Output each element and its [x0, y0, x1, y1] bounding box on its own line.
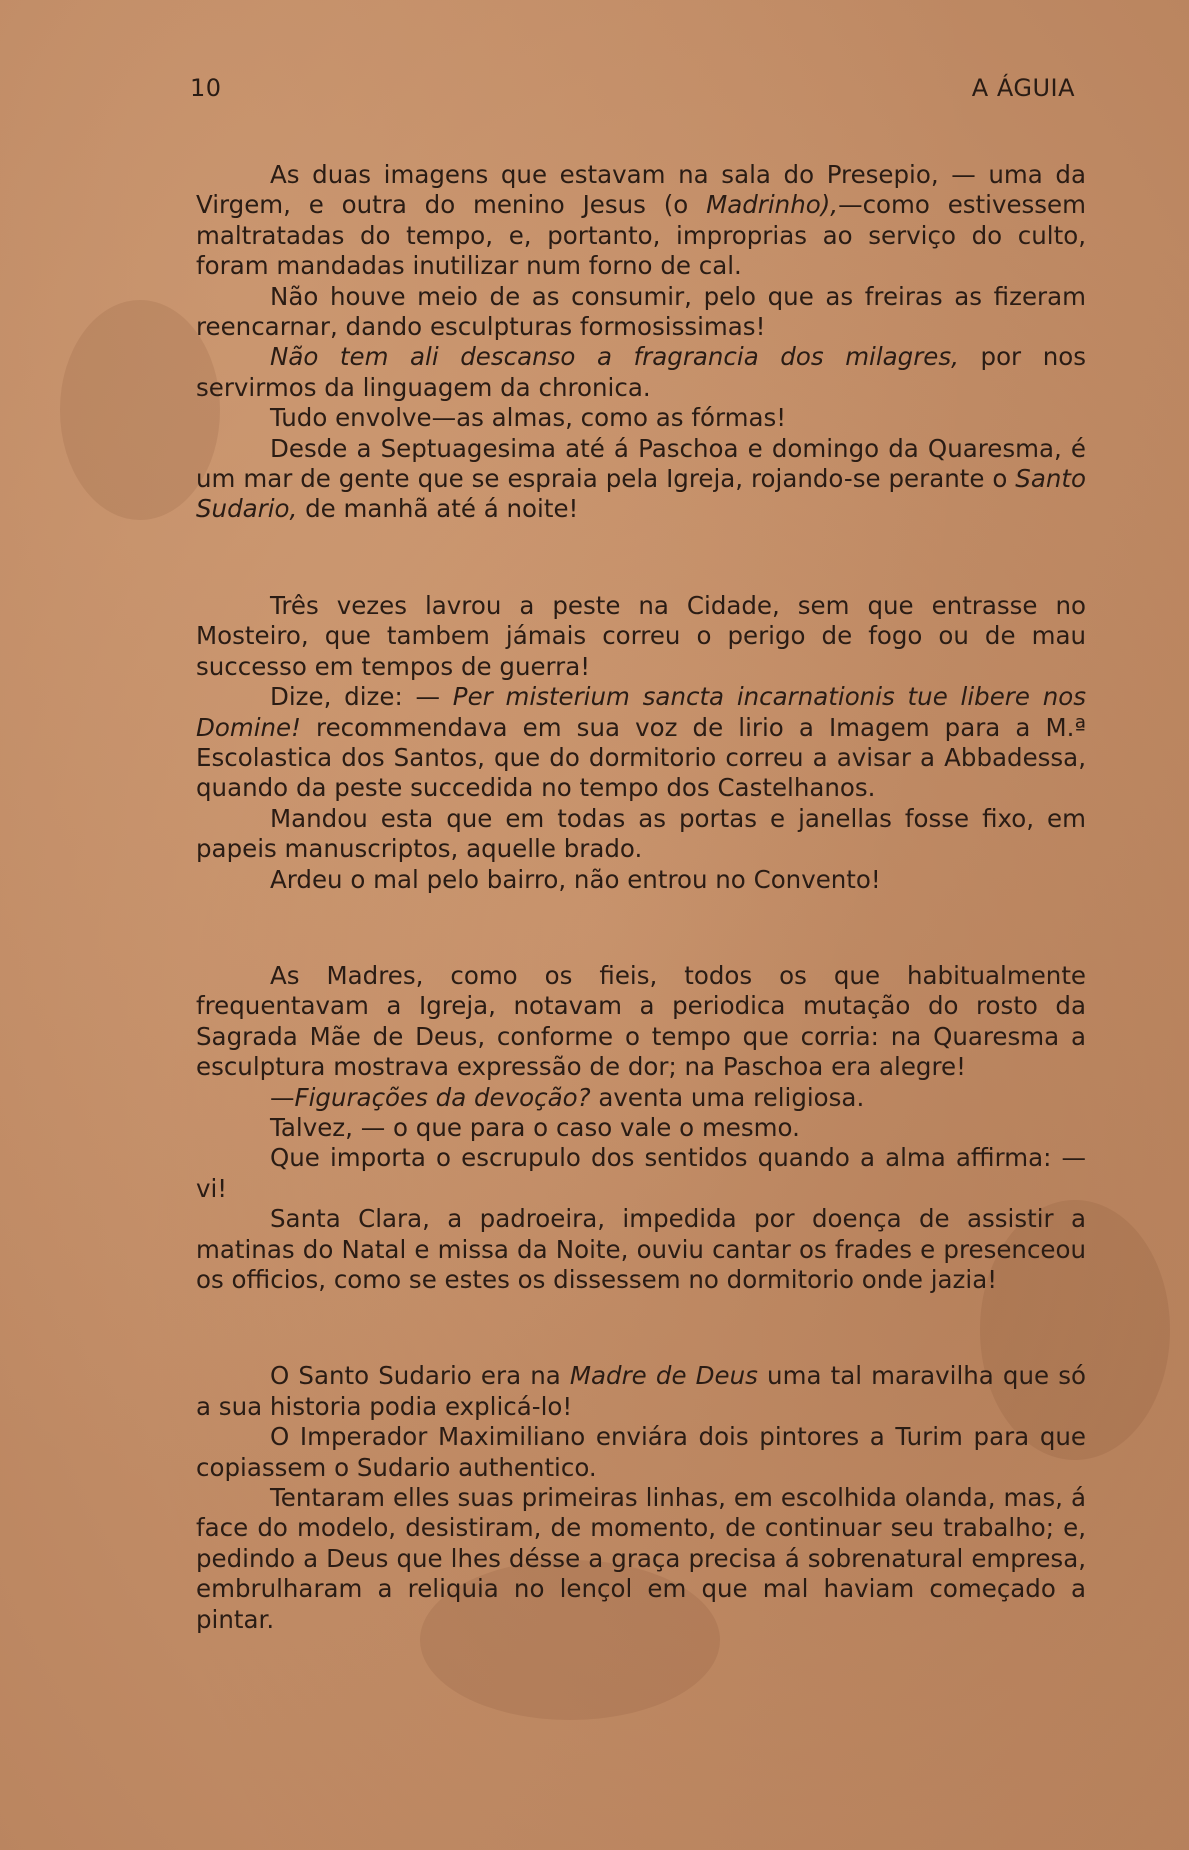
paragraph — [196, 1083, 1086, 1113]
page-header — [190, 74, 1075, 108]
text-run: — — [270, 1082, 295, 1112]
paragraph — [196, 1361, 1086, 1422]
text-run: Mandou esta que em todas as portas e janellas fosse fixo, em papeis manuscriptos, aquelle brado. — [196, 803, 1086, 864]
text-run: As Madres, como os fieis, todos os que habitualmente frequentavam a Igreja, notavam a periodica mutação do rosto da Sagrada Mãe de Deus, conforme o tempo que corria: na Quaresma a esculptura mostrava expressão de dor; na Paschoa era alegre! — [196, 960, 1086, 1082]
paragraph — [196, 342, 1086, 403]
text-run: Desde a Septuagesima até á Paschoa e domingo da Quaresma, é um mar de gente que se espraia pela Igreja, rojando-se perante o — [196, 433, 1086, 494]
text-run: Ardeu o mal pelo bairro, não entrou no Convento! — [270, 864, 881, 894]
text-run: de manhã até á noite! — [297, 494, 579, 524]
text-run: Talvez, — o que para o caso vale o mesmo. — [270, 1112, 800, 1142]
text-run: Tudo envolve—as almas, como as fórmas! — [270, 403, 787, 433]
text-run: Não houve meio de as consumir, pelo que as freiras as fizeram reencarnar, dando esculpturas formosissimas! — [196, 281, 1086, 342]
italic-text: Santo Sudario, — [196, 464, 1086, 524]
italic-text: Madrinho), — [706, 190, 839, 220]
paragraph — [196, 1483, 1086, 1635]
text-run: Que importa o escrupulo dos sentidos quando a alma affirma: — vi! — [196, 1143, 1086, 1203]
paragraph — [196, 403, 1086, 433]
text-section — [196, 160, 1086, 525]
text-run: O Imperador Maximiliano enviára dois pintores a Turim para que copiassem o Sudario authentico. — [196, 1422, 1086, 1482]
text-run: Tentaram elles suas primeiras linhas, em escolhida olanda, mas, á face do modelo, desistiram, de momento, de continuar seu trabalho; e, pedindo a Deus que lhes désse a graça precisa á sobrenatural empresa, embrulharam a reliquia no lençol em que mal haviam começado a pintar. — [196, 1483, 1086, 1634]
body-text — [196, 160, 1086, 1635]
italic-text: Figurações da devoção? — [294, 1082, 591, 1112]
paragraph — [196, 961, 1086, 1083]
text-run: recommendava em sua voz de lirio a Imagem para a M.ª Escolastica dos Santos, que do dormitorio correu a avisar a Abbadessa, quando da peste succedida no tempo dos Castelhanos. — [196, 712, 1086, 803]
paragraph — [196, 1422, 1086, 1483]
italic-text: Madre de Deus — [569, 1361, 758, 1391]
text-run: Três vezes lavrou a peste na Cidade, sem que entrasse no Mosteiro, que tambem jámais correu o perigo de fogo ou de mau successo em tempos de guerra! — [196, 590, 1086, 681]
italic-text: Per misterium sancta incarnationis tue libere nos Domine! — [196, 682, 1086, 742]
page-number: 10 — [190, 74, 222, 102]
paragraph — [196, 282, 1086, 343]
text-section — [196, 591, 1086, 895]
paragraph — [196, 1204, 1086, 1295]
text-section — [196, 1361, 1086, 1635]
italic-text: Não tem ali descanso a fragrancia dos milagres, — [270, 342, 959, 372]
running-title: A ÁGUIA — [971, 74, 1075, 102]
paragraph — [196, 591, 1086, 682]
paragraph — [196, 1113, 1086, 1143]
paragraph — [196, 1143, 1086, 1204]
paragraph — [196, 682, 1086, 804]
paragraph — [196, 804, 1086, 865]
text-run: Santa Clara, a padroeira, impedida por doença de assistir a matinas do Natal e missa da Noite, ouviu cantar os frades e presenceou os officios, como se estes os dissessem no dormitorio onde jazia! — [196, 1204, 1086, 1294]
paragraph — [196, 865, 1086, 895]
text-run: O Santo Sudario era na — [270, 1361, 570, 1391]
text-run: por nos servirmos da linguagem da chronica. — [196, 342, 1086, 402]
text-run: —como estivessem maltratadas do tempo, e, portanto, improprias ao serviço do culto, foram mandadas inutilizar num forno de cal. — [196, 190, 1086, 281]
text-run: As duas imagens que estavam na sala do Presepio, — uma da Virgem, e outra do menino Jesus (o — [196, 160, 1086, 220]
text-run: uma tal maravilha que só a sua historia podia explicá-lo! — [196, 1361, 1086, 1421]
paragraph — [196, 434, 1086, 525]
text-section — [196, 961, 1086, 1295]
paragraph — [196, 160, 1086, 282]
text-run: aventa uma religiosa. — [590, 1082, 865, 1112]
text-run: Dize, dize: — — [270, 682, 453, 712]
